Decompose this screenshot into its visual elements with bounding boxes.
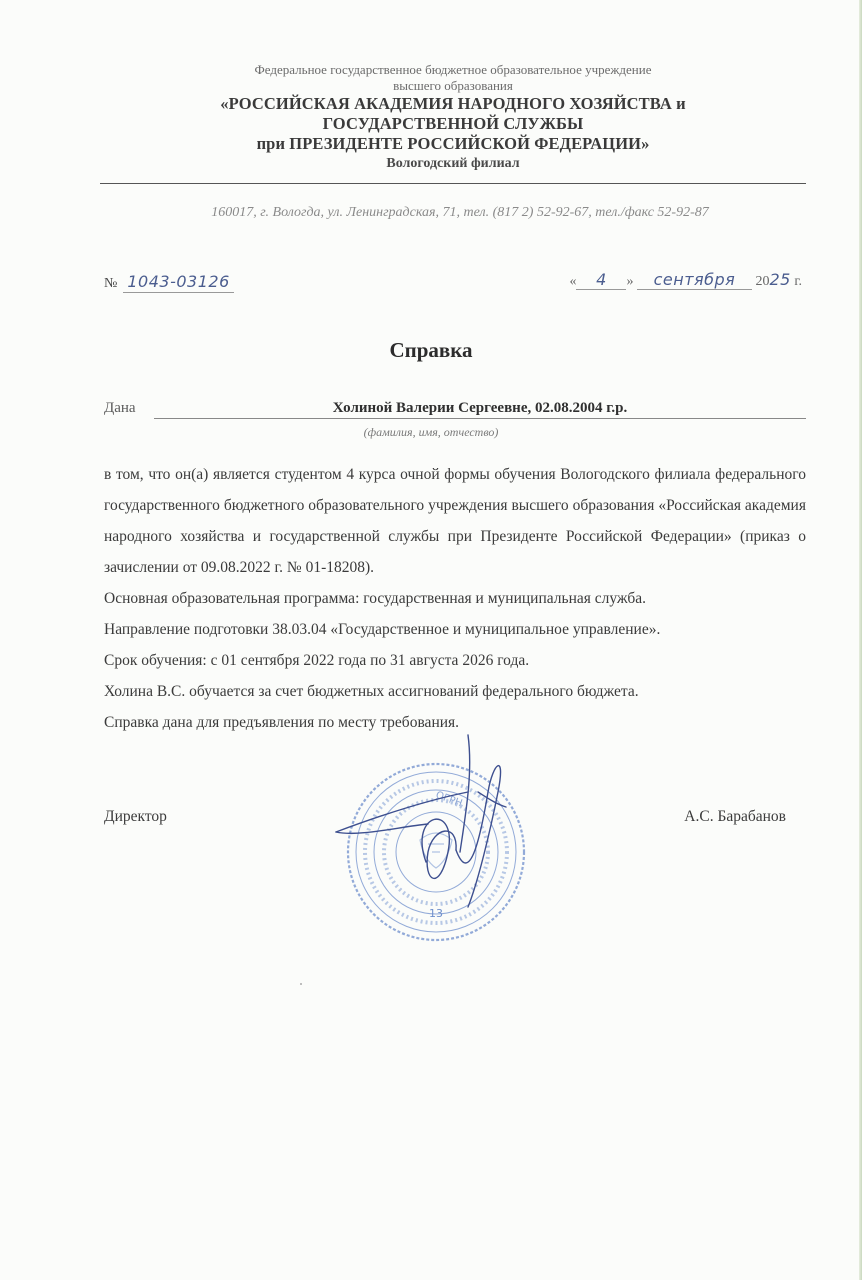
date-month: сентября — [637, 270, 752, 290]
number-label: № — [104, 276, 118, 291]
body-line-funding: Холина В.С. обучается за счет бюджетных ассигнований федерального бюджета. — [104, 683, 639, 700]
letterhead-line-1: Федеральное государственное бюджетное образовательное учреждение — [254, 62, 652, 77]
date-open-quote: « — [569, 274, 577, 289]
scan-speck — [300, 983, 302, 985]
stamp-emblem-icon — [420, 833, 452, 868]
signatory-position: Директор — [104, 808, 167, 825]
document-body — [104, 459, 806, 738]
body-paragraph: в том, что он(а) является студентом 4 курса очной формы обучения Вологодского филиала федерального государственного бюджетного образовательного учреждения высшего образования «Российская академия народного хозяйства и государственной службы при Президенте Российской Федерации» (приказ о зачислении от 09.08.2022 г. № 01-18208). — [104, 466, 806, 576]
stamp-center-text: ОГРН — [434, 789, 464, 810]
year-unit: г. — [794, 274, 802, 289]
body-line-program: Основная образовательная программа: государственная и муниципальная служба. — [104, 590, 647, 607]
date-close-quote: » — [626, 274, 634, 289]
year-prefix: 20 — [755, 274, 770, 289]
recipient-label: Дана — [104, 400, 136, 416]
recipient-hint: (фамилия, имя, отчество) — [363, 425, 499, 439]
recipient-underline — [154, 418, 806, 419]
body-line-purpose: Справка дана для предъявления по месту требования. — [104, 714, 460, 731]
document-date — [569, 270, 802, 290]
letterhead-line-2: высшего образования — [393, 78, 513, 93]
recipient-name: Холиной Валерии Сергеевне, 02.08.2004 г.р. — [332, 400, 628, 416]
stamp-number: 13 — [429, 907, 443, 920]
recipient-row — [104, 400, 806, 417]
document-title: Справка — [389, 338, 473, 362]
signatory-name: А.С. Барабанов — [684, 808, 786, 825]
body-line-direction: Направление подготовки 38.03.04 «Государственное и муниципальное управление». — [104, 621, 661, 638]
body-line-term: Срок обучения: с 01 сентября 2022 года по 31 августа 2026 года. — [104, 652, 530, 669]
letterhead-address: 160017, г. Вологда, ул. Ленинградская, 71, тел. (817 2) 52-92-67, тел./факс 52-92-87 — [211, 205, 709, 220]
document-number — [104, 272, 234, 293]
letterhead-branch: Вологодский филиал — [386, 156, 520, 171]
letterhead-line-5: при ПРЕЗИДЕНТЕ РОССИЙСКОЙ ФЕДЕРАЦИИ» — [256, 134, 650, 153]
number-value: 1043-03126 — [123, 272, 233, 293]
letterhead-divider — [100, 183, 806, 184]
official-stamp — [328, 732, 538, 947]
letterhead-line-3: «РОССИЙСКАЯ АКАДЕМИЯ НАРОДНОГО ХОЗЯЙСТВА и — [220, 94, 686, 113]
date-day: 4 — [576, 270, 626, 290]
year-suffix: 25 — [769, 270, 791, 289]
letterhead-line-4: ГОСУДАРСТВЕННОЙ СЛУЖБЫ — [322, 114, 584, 133]
letterhead — [100, 62, 806, 173]
